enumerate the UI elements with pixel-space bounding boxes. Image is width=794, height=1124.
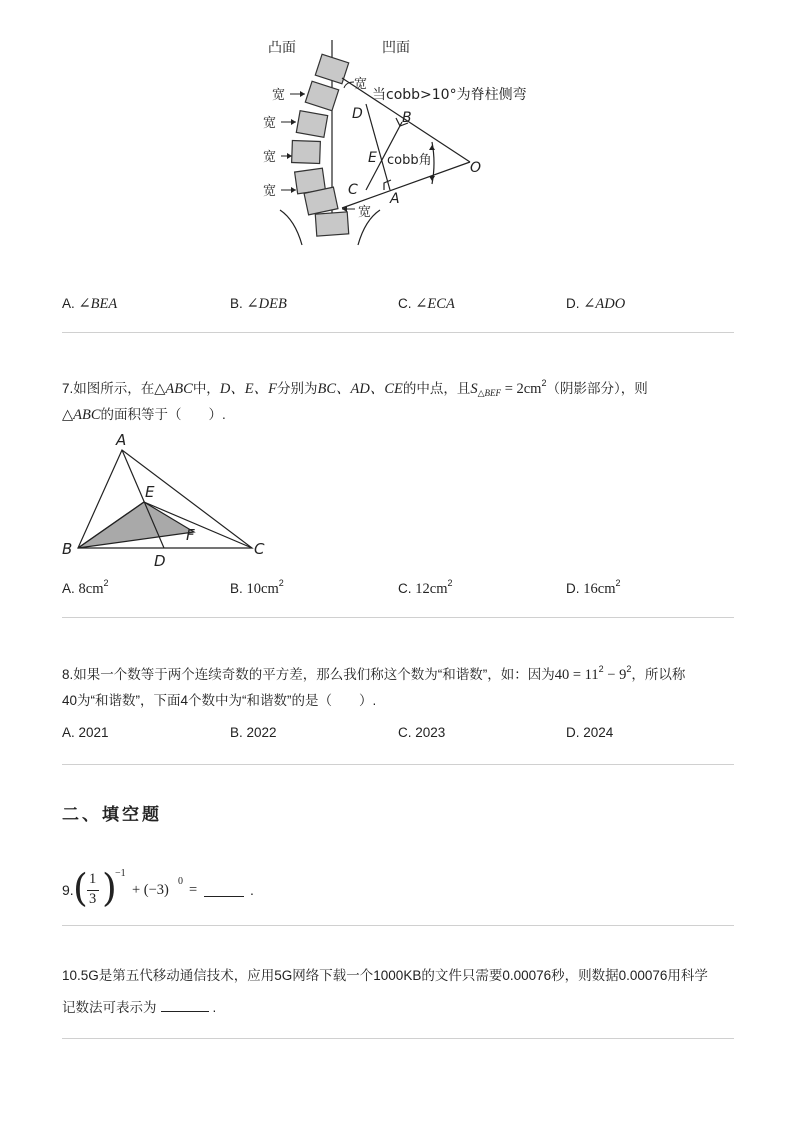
wide-label-4: 宽 <box>263 184 277 199</box>
wide-label-1: 宽 <box>272 88 286 103</box>
q8-stem-line1: 8.如果一个数等于两个连续奇数的平方差，那么我们称这个数为“和谐数”，如：因为$40 = 11^2 - 9^2$，所以称 <box>62 664 686 683</box>
point-d-label: D <box>154 552 166 570</box>
point-d-label: D <box>352 106 363 122</box>
q6-option-d[interactable]: D. ∠ADO <box>566 296 626 312</box>
q7-option-a[interactable]: A. $8cm^2$ <box>62 578 109 597</box>
divider <box>62 1038 734 1039</box>
point-b-label: B <box>402 110 412 126</box>
q8-option-b[interactable]: B. 2022 <box>230 725 277 740</box>
point-a-label: A <box>390 191 400 207</box>
q9-answer-blank[interactable] <box>204 896 244 897</box>
triangle-abc-figure <box>58 428 278 570</box>
q6-option-a[interactable]: A. ∠BEA <box>62 296 118 312</box>
q8-option-c[interactable]: C. 2023 <box>398 725 446 740</box>
point-e-label: E <box>145 483 155 501</box>
point-c-label: C <box>348 182 358 198</box>
q10-stem-line2: 记数法可表示为 . <box>62 1000 217 1015</box>
point-a-label: A <box>116 431 127 449</box>
q6-option-b[interactable]: B. ∠DEB <box>230 296 287 312</box>
point-b-label: B <box>62 540 73 558</box>
point-c-label: C <box>254 540 265 558</box>
point-o-label: O <box>470 160 482 176</box>
wide-label-5: 宽 <box>354 77 368 92</box>
divider <box>62 332 734 333</box>
divider <box>62 925 734 926</box>
label-concave: 凹面 <box>382 40 410 56</box>
wide-label-3: 宽 <box>263 150 277 165</box>
wide-label-6: 宽 <box>358 205 372 220</box>
q6-option-c[interactable]: C. ∠ECA <box>398 296 455 312</box>
point-f-label: F <box>186 526 195 544</box>
cobb-angle-figure <box>250 30 550 255</box>
q7-option-d[interactable]: D. $16cm^2$ <box>566 578 621 597</box>
q10-answer-blank[interactable] <box>161 999 209 1012</box>
q8-option-d[interactable]: D. 2024 <box>566 725 614 740</box>
section-title: 二、填空题 <box>62 805 162 825</box>
q8-option-a[interactable]: A. 2021 <box>62 725 109 740</box>
vertebrae <box>292 54 349 236</box>
label-convex: 凸面 <box>268 40 296 56</box>
q7-stem-line2: △ABC的面积等于（ ）. <box>62 407 226 423</box>
divider <box>62 617 734 618</box>
q7-option-b[interactable]: B. $10cm^2$ <box>230 578 284 597</box>
wide-label-2: 宽 <box>263 116 277 131</box>
q7-option-c[interactable]: C. $12cm^2$ <box>398 578 453 597</box>
point-e-label: E <box>368 150 377 166</box>
q7-stem-line1: 7.如图所示，在△ABC中，D、E、F分别为BC、AD、CE的中点，且$S_{\triangle BEF} = 2cm^2$（阴影部分），则 <box>62 378 648 398</box>
divider <box>62 764 734 765</box>
cobb-caption: 当cobb>10°为脊柱侧弯 <box>372 87 527 103</box>
q8-stem-line2: 40为“和谐数”，下面4个数中为“和谐数”的是（ ）. <box>62 693 377 708</box>
cobb-angle-label: cobb角 <box>387 153 432 168</box>
q10-stem-line1: 10.5G是第五代移动通信技术，应用5G网络下载一个1000KB的文件只需要0.00076秒，则数据0.00076用科学 <box>62 968 708 983</box>
